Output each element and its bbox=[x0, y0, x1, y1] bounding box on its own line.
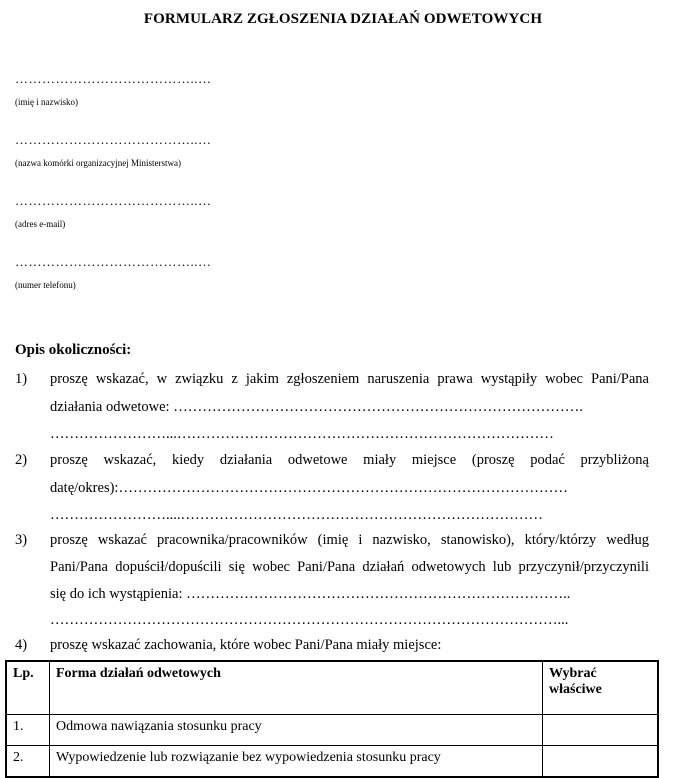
item-number: 1) bbox=[15, 371, 28, 387]
name-field[interactable] bbox=[15, 72, 212, 107]
table-row bbox=[6, 715, 658, 746]
retaliation-table bbox=[5, 660, 659, 778]
header-lp: Lp. bbox=[6, 661, 50, 715]
answer-line[interactable]: ……………………....………………………………………………………………… bbox=[50, 507, 543, 523]
field-caption: (imię i nazwisko) bbox=[15, 97, 78, 107]
item-line: proszę wskazać pracownika/pracowników (imię i nazwisko, stanowisko), który/którzy według bbox=[50, 532, 649, 548]
cell-forma: Wypowiedzenie lub rozwiązanie bez wypowiedzenia stosunku pracy bbox=[50, 746, 543, 778]
fill-line[interactable]: …………………………………..… bbox=[15, 254, 212, 269]
form-title: FORMULARZ ZGŁOSZENIA DZIAŁAŃ ODWETOWYCH bbox=[143, 11, 543, 27]
department-field[interactable] bbox=[15, 133, 212, 168]
choice-cell[interactable] bbox=[543, 746, 659, 778]
cell-forma: Odmowa nawiązania stosunku pracy bbox=[50, 715, 543, 746]
answer-line[interactable]: datę/okres):………………………………………………………………………………… bbox=[50, 480, 568, 496]
item-line: proszę wskazać zachowania, które wobec Pani/Pana miały miejsce: bbox=[50, 637, 442, 653]
choice-cell[interactable] bbox=[543, 715, 659, 746]
field-caption: (nazwa komórki organizacyjnej Ministerstwa) bbox=[15, 158, 182, 168]
answer-line[interactable]: ……………………………………………………………………………………………... bbox=[50, 612, 569, 628]
field-caption: (adres e-mail) bbox=[15, 219, 66, 229]
cell-lp: 1. bbox=[6, 715, 50, 746]
item-line: proszę wskazać, kiedy działania odwetowe miały miejsce (proszę podać przybliżoną bbox=[50, 452, 649, 468]
fill-line[interactable]: …………………………………..… bbox=[15, 71, 212, 86]
fill-line[interactable]: …………………………………..… bbox=[15, 132, 212, 147]
answer-line[interactable]: ……………………...…………………………………………………………………… bbox=[50, 426, 554, 442]
answer-line[interactable]: działania odwetowe: …………………………………………………………………………. bbox=[50, 399, 583, 415]
header-wybor: Wybrać właściwe bbox=[543, 661, 659, 715]
cell-lp: 2. bbox=[6, 746, 50, 778]
item-line: Pani/Pana dopuścił/dopuścili się wobec Pani/Pana działań odwetowych lub przyczynił/przyczynili bbox=[50, 559, 649, 575]
phone-field[interactable] bbox=[15, 255, 212, 290]
header-forma: Forma działań odwetowych bbox=[50, 661, 543, 715]
table-row bbox=[6, 746, 658, 778]
field-caption: (numer telefonu) bbox=[15, 280, 76, 290]
email-field[interactable] bbox=[15, 194, 212, 229]
item-number: 2) bbox=[15, 452, 28, 468]
item-number: 4) bbox=[15, 637, 28, 653]
item-line: proszę wskazać, w związku z jakim zgłoszeniem naruszenia prawa wystąpiły wobec Pani/Pana bbox=[50, 371, 649, 387]
item-number: 3) bbox=[15, 532, 28, 548]
answer-line[interactable]: się do ich wystąpienia: …………………………………………………………………….. bbox=[50, 586, 571, 602]
table-header-row bbox=[6, 661, 658, 715]
section-title: Opis okoliczności: bbox=[15, 342, 132, 358]
fill-line[interactable]: …………………………………..… bbox=[15, 193, 212, 208]
